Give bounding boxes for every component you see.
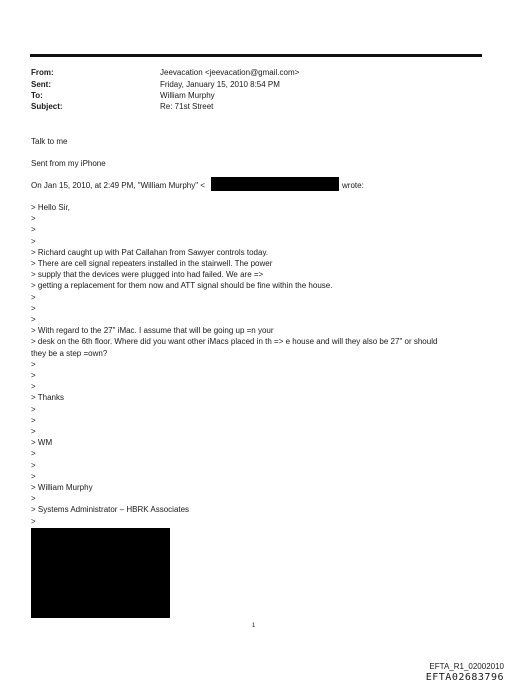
quoted-line: > — [31, 382, 36, 392]
quoted-line: > WM — [31, 438, 53, 448]
quoted-line: > Systems Administrator – HBRK Associates — [31, 505, 190, 515]
quoted-line: > — [31, 315, 36, 324]
quote-intro-left: On Jan 15, 2010, at 2:49 PM, "William Murphy" < — [31, 181, 205, 190]
bates-id: EFTA02683796 — [425, 672, 504, 683]
quoted-line: > — [31, 471, 36, 481]
header-value: Friday, January 15, 2010 8:54 PM — [160, 80, 280, 89]
quoted-line: > — [31, 494, 36, 504]
quoted-line: > Hello Sir, — [31, 203, 70, 212]
quoted-line: they be a step =own? — [31, 348, 108, 358]
redaction-box — [211, 177, 339, 191]
body-line: Talk to me — [31, 137, 68, 146]
quoted-line: > desk on the 6th floor. Where did you want other iMacs placed in th => e house and will they also be 27" or should — [31, 337, 438, 347]
quoted-line: > With regard to the 27" iMac. I assume that will be going up =n your — [31, 326, 274, 336]
quoted-line: > — [31, 359, 36, 369]
header-label: Subject: — [31, 102, 63, 111]
quoted-line: > — [31, 460, 36, 470]
quoted-line: > — [31, 449, 36, 459]
quoted-line: > — [31, 404, 36, 414]
header-label: Sent: — [31, 80, 51, 89]
quoted-line: > — [31, 225, 36, 235]
quoted-line: > — [31, 303, 36, 313]
header-label: From: — [31, 68, 54, 77]
header-value: William Murphy — [160, 91, 215, 100]
bates-id-small: EFTA_R1_02002010 — [429, 662, 504, 671]
quoted-line: > — [31, 371, 36, 380]
header-value: Jeevacation <jeevacation@gmail.com> — [160, 68, 300, 77]
header-rule — [30, 54, 482, 57]
header-value: Re: 71st Street — [160, 102, 214, 111]
header-label: To: — [31, 91, 43, 100]
quoted-line: > William Murphy — [31, 483, 93, 492]
page-number: 1 — [252, 623, 256, 629]
quoted-line: > supply that the devices were plugged into had failed. We are => — [31, 270, 264, 280]
quoted-line: > — [31, 415, 36, 425]
quote-intro-right: wrote: — [342, 181, 364, 190]
quoted-line: > — [31, 427, 36, 436]
quoted-line: > There are cell signal repeaters installed in the stairwell. The power — [31, 259, 273, 268]
body-line: Sent from my iPhone — [31, 159, 106, 168]
quoted-line: > — [31, 214, 36, 224]
quoted-line: > Thanks — [31, 393, 64, 403]
redaction-block — [31, 528, 170, 618]
quoted-line: > getting a replacement for them now and ATT signal should be fine within the house. — [31, 281, 333, 291]
quoted-line: > — [31, 236, 36, 246]
quoted-line: > — [31, 292, 36, 302]
quoted-line: > — [31, 516, 36, 526]
quoted-line: > Richard caught up with Pat Callahan from Sawyer controls today. — [31, 247, 269, 257]
